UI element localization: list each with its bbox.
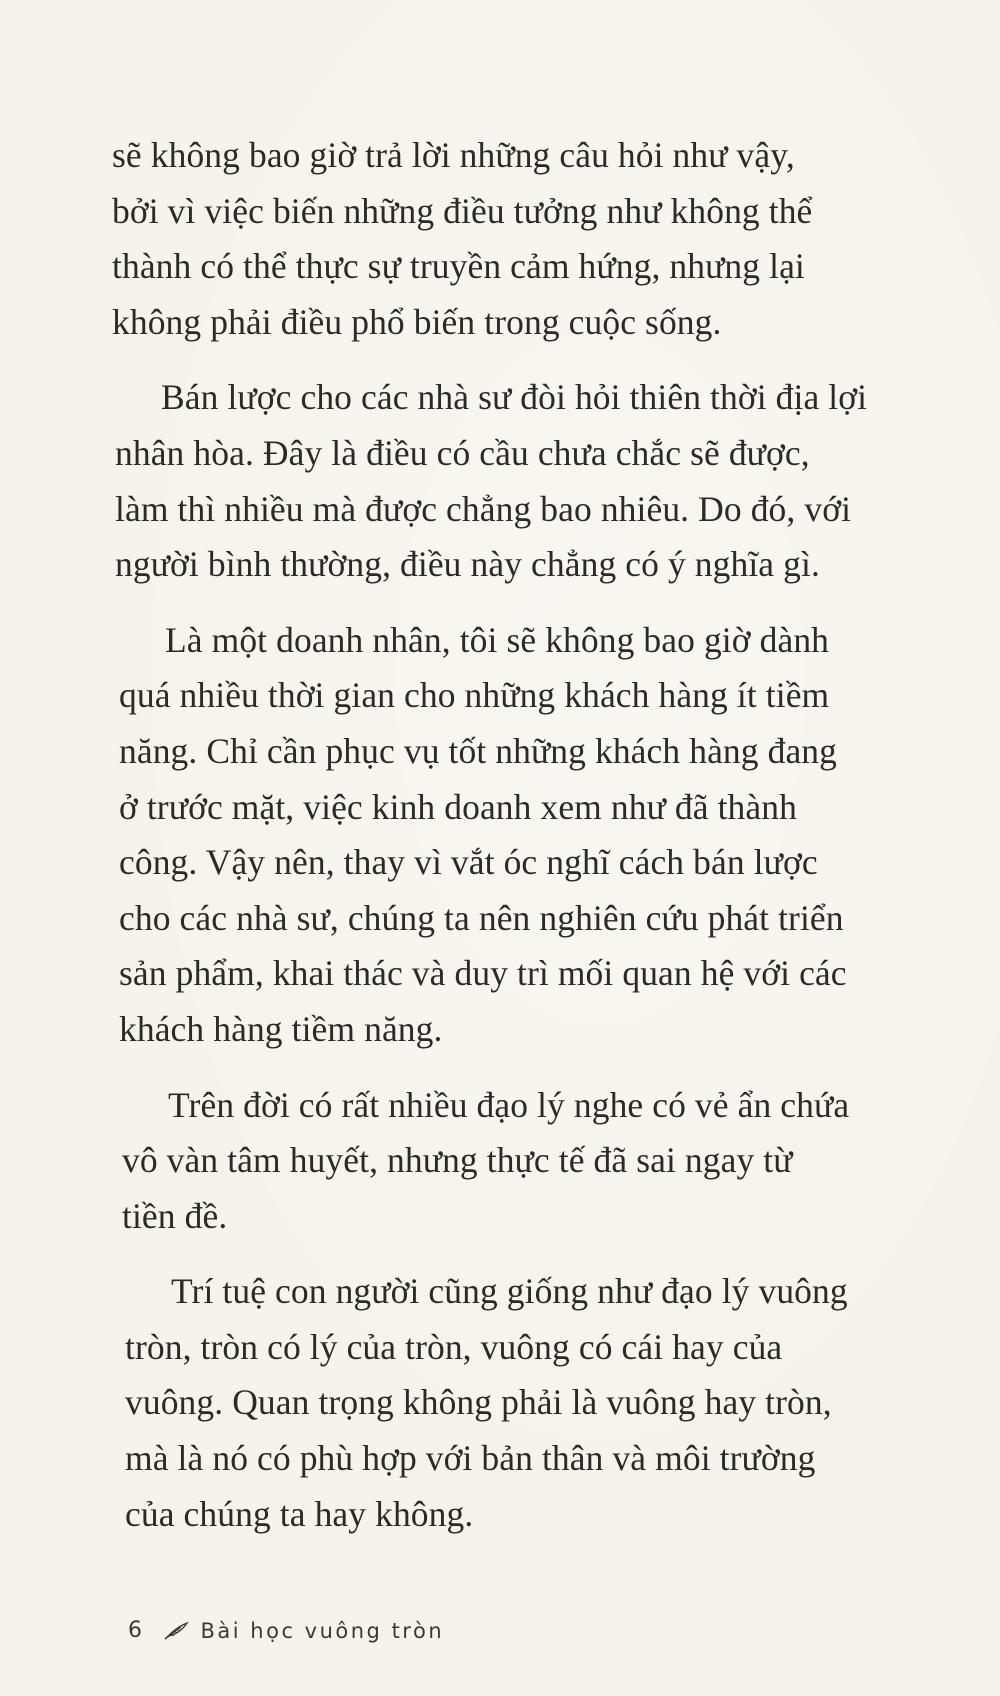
text-line: Là một doanh nhân, tôi sẽ không bao giờ dành bbox=[165, 619, 830, 660]
page-number: 6 bbox=[128, 1618, 145, 1643]
text-line: vô vàn tâm huyết, nhưng thực tế đã sai ngay từ bbox=[122, 1140, 793, 1181]
text-line: bởi vì việc biến những điều tưởng như không thể bbox=[112, 190, 813, 231]
text-line: quá nhiều thời gian cho những khách hàng ít tiềm bbox=[119, 675, 830, 716]
text-line: không phải điều phổ biến trong cuộc sống. bbox=[112, 301, 722, 342]
book-title: Bài học vuông tròn bbox=[200, 1618, 445, 1643]
feather-icon bbox=[163, 1621, 189, 1641]
text-line: vuông. Quan trọng không phải là vuông hay tròn, bbox=[125, 1382, 832, 1423]
text-line: năng. Chỉ cần phục vụ tốt những khách hàng đang bbox=[119, 730, 838, 771]
text-line: công. Vậy nên, thay vì vắt óc nghĩ cách bán lược bbox=[119, 842, 818, 883]
paragraph-3 bbox=[119, 613, 972, 1058]
text-line: tròn, tròn có lý của tròn, vuông có cái hay của bbox=[125, 1326, 783, 1367]
paragraph-1 bbox=[112, 128, 972, 350]
paragraph-2 bbox=[115, 370, 972, 592]
text-line: sản phẩm, khai thác và duy trì mối quan hệ với các bbox=[119, 953, 847, 994]
text-line: Trí tuệ con người cũng giống như đạo lý vuông bbox=[171, 1271, 848, 1312]
paragraph-4 bbox=[122, 1078, 972, 1245]
text-line: tiền đề. bbox=[122, 1195, 228, 1236]
text-line: Trên đời có rất nhiều đạo lý nghe có vẻ ẩn chứa bbox=[168, 1084, 850, 1125]
page-footer bbox=[128, 1618, 444, 1643]
paragraph-5 bbox=[125, 1264, 972, 1542]
text-line: ở trước mặt, việc kinh doanh xem như đã thành bbox=[119, 786, 797, 827]
text-line: người bình thường, điều này chẳng có ý nghĩa gì. bbox=[115, 544, 820, 585]
text-line: khách hàng tiềm năng. bbox=[119, 1008, 443, 1049]
text-line: mà là nó có phù hợp với bản thân và môi trường bbox=[125, 1438, 816, 1479]
text-line: của chúng ta hay không. bbox=[125, 1493, 474, 1534]
text-line: Bán lược cho các nhà sư đòi hỏi thiên thời địa lợi bbox=[161, 377, 868, 418]
text-line: cho các nhà sư, chúng ta nên nghiên cứu phát triển bbox=[119, 897, 844, 938]
text-line: làm thì nhiều mà được chẳng bao nhiêu. Do đó, với bbox=[115, 488, 852, 529]
body-text bbox=[112, 128, 972, 1562]
text-line: nhân hòa. Đây là điều có cầu chưa chắc sẽ được, bbox=[115, 432, 810, 473]
text-line: sẽ không bao giờ trả lời những câu hỏi như vậy, bbox=[112, 135, 795, 175]
text-line: thành có thể thực sự truyền cảm hứng, nhưng lại bbox=[112, 246, 805, 287]
